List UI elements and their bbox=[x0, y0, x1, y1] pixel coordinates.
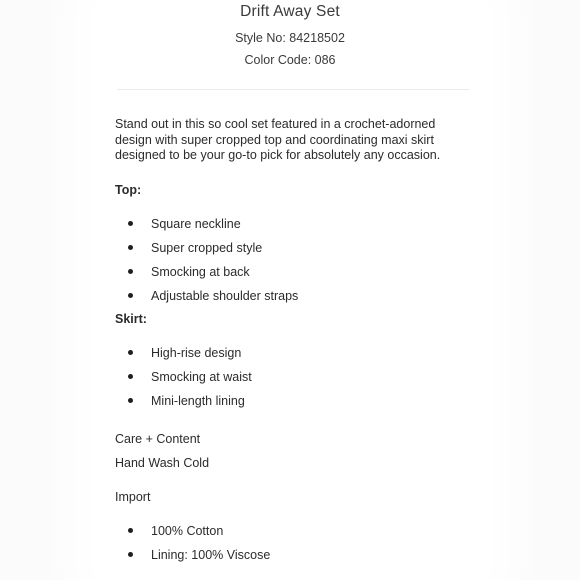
product-title: Drift Away Set bbox=[240, 3, 340, 20]
materials-list bbox=[115, 523, 270, 571]
list-item-label: Adjustable shoulder straps bbox=[151, 289, 299, 303]
bullet-icon bbox=[128, 221, 133, 226]
wash-instructions: Hand Wash Cold bbox=[115, 456, 210, 470]
origin-label: Import bbox=[115, 490, 151, 504]
list-item bbox=[115, 523, 270, 547]
color-code: Color Code: 086 bbox=[244, 53, 336, 67]
list-item-label: Smocking at back bbox=[151, 265, 250, 279]
top-section-label: Top: bbox=[115, 183, 142, 197]
bullet-icon bbox=[128, 528, 133, 533]
bullet-icon bbox=[128, 293, 133, 298]
list-item bbox=[115, 547, 270, 571]
list-item-label: Super cropped style bbox=[151, 241, 263, 255]
list-item bbox=[115, 369, 252, 393]
bullet-icon bbox=[128, 245, 133, 250]
list-item bbox=[115, 288, 298, 312]
bullet-icon bbox=[128, 269, 133, 274]
list-item bbox=[115, 216, 298, 240]
header-divider bbox=[117, 89, 469, 90]
product-description bbox=[115, 117, 455, 164]
list-item-label: Square neckline bbox=[151, 217, 241, 231]
list-item bbox=[115, 240, 298, 264]
list-item-label: 100% Cotton bbox=[151, 524, 224, 538]
bullet-icon bbox=[128, 552, 133, 557]
list-item bbox=[115, 264, 298, 288]
list-item-label: Mini-length lining bbox=[151, 394, 245, 408]
description-text: Stand out in this so cool set featured in a crochet-adorned design with super cropped top and coordinating maxi skirt designed to be your go-to pick for absolutely any occasion. bbox=[115, 117, 441, 162]
skirt-section-label: Skirt: bbox=[115, 312, 147, 326]
bullet-icon bbox=[128, 398, 133, 403]
style-number: Style No: 84218502 bbox=[235, 31, 345, 45]
care-content-label: Care + Content bbox=[115, 432, 201, 446]
skirt-feature-list bbox=[115, 345, 252, 417]
list-item bbox=[115, 393, 252, 417]
bullet-icon bbox=[128, 374, 133, 379]
list-item-label: High-rise design bbox=[151, 346, 242, 360]
list-item-label: Lining: 100% Viscose bbox=[151, 548, 271, 562]
list-item-label: Smocking at waist bbox=[151, 370, 252, 384]
bullet-icon bbox=[128, 350, 133, 355]
list-item bbox=[115, 345, 252, 369]
top-feature-list bbox=[115, 216, 298, 312]
